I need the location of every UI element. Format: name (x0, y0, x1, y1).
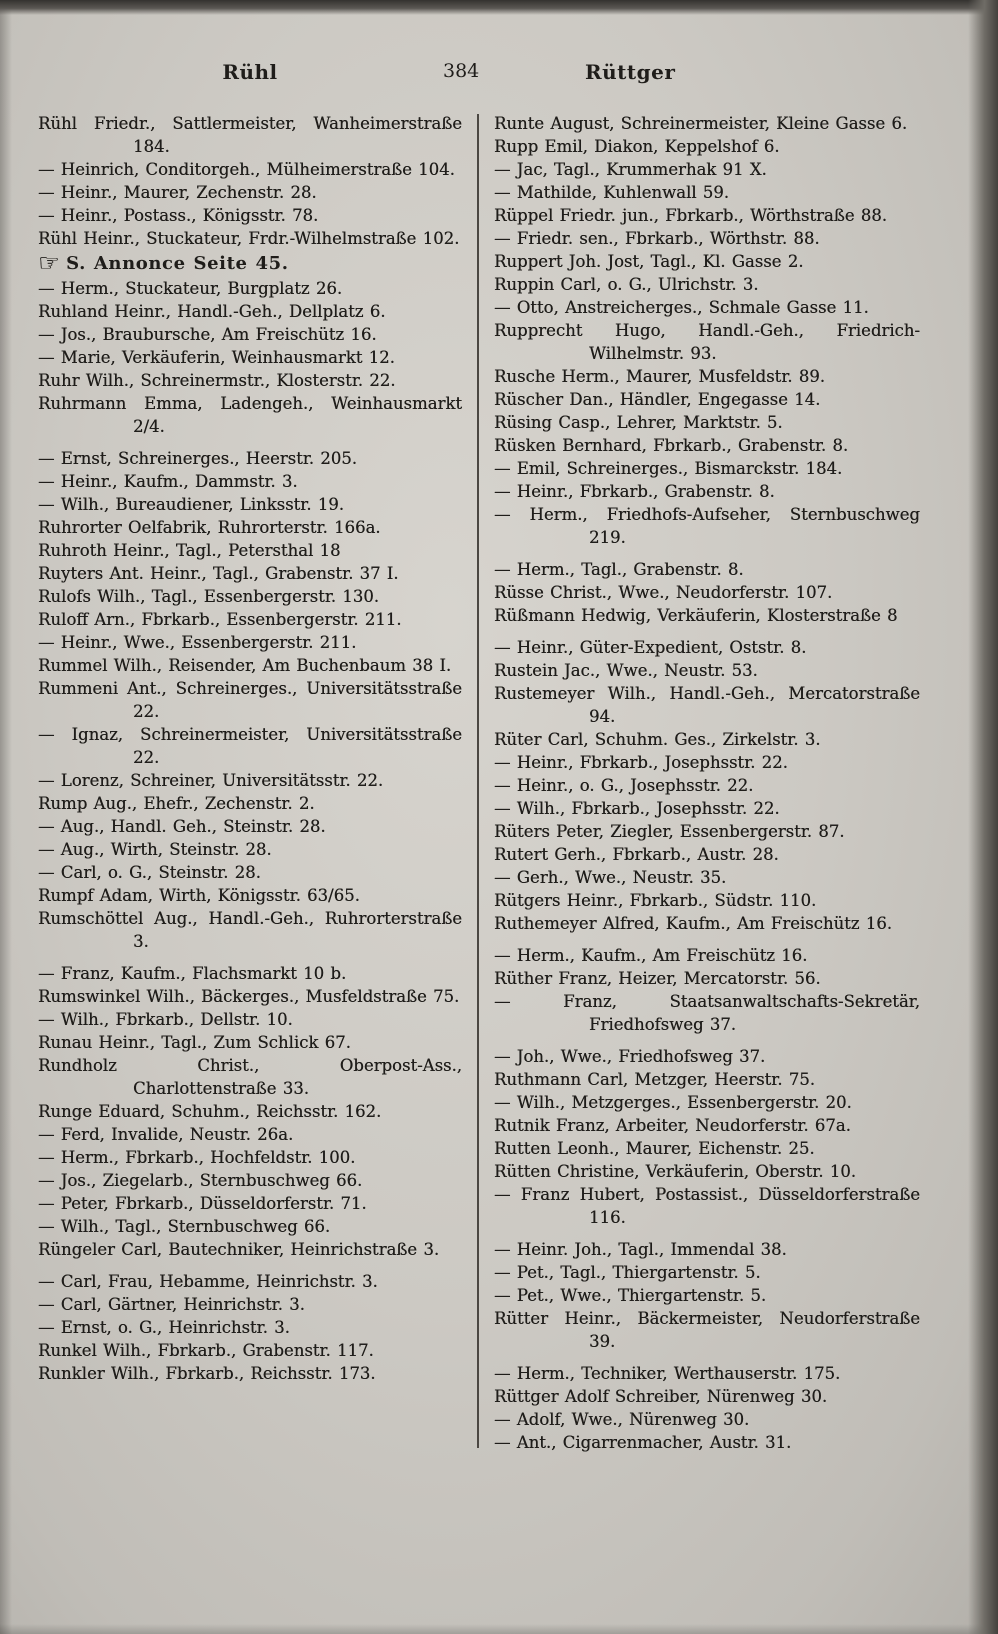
directory-entry: Rummeni Ant., Schreinerges., Universitätsstraße 22. (38, 679, 462, 721)
directory-entry: — Heinr., Kaufm., Dammstr. 3. (38, 472, 298, 491)
directory-entry: — Wilh., Fbrkarb., Josephsstr. 22. (494, 799, 780, 818)
directory-entry: — Ignaz, Schreinermeister, Universitätsstraße 22. (38, 725, 462, 767)
scan-edge-bottom (0, 1624, 998, 1634)
directory-entry: Rumswinkel Wilh., Bäckerges., Musfeldstraße 75. (38, 987, 460, 1006)
directory-entry: Rüppel Friedr. jun., Fbrkarb., Wörthstraße 88. (494, 206, 887, 225)
directory-entry: Rüsken Bernhard, Fbrkarb., Grabenstr. 8. (494, 436, 849, 455)
directory-entry: — Peter, Fbrkarb., Düsseldorferstr. 71. (38, 1194, 367, 1213)
directory-entry: — Herm., Techniker, Werthauserstr. 175. (494, 1364, 841, 1383)
directory-entry: — Jos., Ziegelarb., Sternbuschweg 66. (38, 1171, 363, 1190)
directory-entry: — Heinr., Wwe., Essenbergerstr. 211. (38, 633, 357, 652)
directory-entry: Runau Heinr., Tagl., Zum Schlick 67. (38, 1033, 351, 1052)
running-head-left: Rühl (222, 60, 278, 84)
directory-entry: Rütter Heinr., Bäckermeister, Neudorferstraße 39. (494, 1309, 920, 1351)
directory-entry: — Pet., Tagl., Thiergartenstr. 5. (494, 1263, 761, 1282)
directory-entry: Rüttger Adolf Schreiber, Nürenweg 30. (494, 1387, 828, 1406)
directory-entry: — Gerh., Wwe., Neustr. 35. (494, 868, 727, 887)
directory-entry: Rupprecht Hugo, Handl.-Geh., Friedrich-Wilhelmstr. 93. (494, 321, 920, 363)
directory-entry: — Herm., Tagl., Grabenstr. 8. (494, 560, 744, 579)
directory-entry: — Heinr., Fbrkarb., Grabenstr. 8. (494, 482, 775, 501)
directory-entry: — Friedr. sen., Fbrkarb., Wörthstr. 88. (494, 229, 820, 248)
directory-entry: Rütgers Heinr., Fbrkarb., Südstr. 110. (494, 891, 817, 910)
directory-entry: Rump Aug., Ehefr., Zechenstr. 2. (38, 794, 315, 813)
manicule-icon: ☞ (38, 249, 61, 277)
directory-entry: Rüscher Dan., Händler, Engegasse 14. (494, 390, 821, 409)
directory-column-right (494, 112, 920, 1454)
directory-entry: — Pet., Wwe., Thiergartenstr. 5. (494, 1286, 767, 1305)
directory-entry: Rutert Gerh., Fbrkarb., Austr. 28. (494, 845, 779, 864)
page-number: 384 (443, 60, 480, 82)
directory-entry: — Heinr., Güter-Expedient, Oststr. 8. (494, 638, 807, 657)
directory-entry: Rutten Leonh., Maurer, Eichenstr. 25. (494, 1139, 815, 1158)
directory-entry: — Jos., Braubursche, Am Freischütz 16. (38, 325, 377, 344)
directory-entry: — Franz Hubert, Postassist., Düsseldorferstraße 116. (494, 1185, 920, 1227)
directory-entry: Rüngeler Carl, Bautechniker, Heinrichstraße 3. (38, 1240, 440, 1259)
directory-entry: Ruthmann Carl, Metzger, Heerstr. 75. (494, 1070, 815, 1089)
annonce-reference: ☞ S. Annonce Seite 45. (38, 249, 289, 277)
directory-entry: — Heinr. Joh., Tagl., Immendal 38. (494, 1240, 787, 1259)
directory-entry: — Heinr., o. G., Josephsstr. 22. (494, 776, 754, 795)
directory-entry: Rulofs Wilh., Tagl., Essenbergerstr. 130. (38, 587, 380, 606)
directory-entry: — Mathilde, Kuhlenwall 59. (494, 183, 729, 202)
directory-entry: — Otto, Anstreicherges., Schmale Gasse 11. (494, 298, 869, 317)
directory-entry: Ruthemeyer Alfred, Kaufm., Am Freischütz 16. (494, 914, 892, 933)
directory-entry: Rütten Christine, Verkäuferin, Oberstr. 10. (494, 1162, 856, 1181)
directory-entry: Rüßmann Hedwig, Verkäuferin, Klosterstraße 8 (494, 606, 898, 625)
directory-entry: — Heinr., Postass., Königsstr. 78. (38, 206, 319, 225)
directory-entry: — Heinrich, Conditorgeh., Mülheimerstraße 104. (38, 160, 455, 179)
directory-entry: Rundholz Christ., Oberpost-Ass., Charlottenstraße 33. (38, 1056, 462, 1098)
directory-entry: Rummel Wilh., Reisender, Am Buchenbaum 38 I. (38, 656, 452, 675)
directory-entry: — Herm., Stuckateur, Burgplatz 26. (38, 279, 343, 298)
directory-entry: — Carl, Frau, Hebamme, Heinrichstr. 3. (38, 1272, 378, 1291)
directory-entry: Rutnik Franz, Arbeiter, Neudorferstr. 67a. (494, 1116, 851, 1135)
directory-entry: Rühl Friedr., Sattlermeister, Wanheimerstraße 184. (38, 114, 462, 156)
directory-entry: Rüsing Casp., Lehrer, Marktstr. 5. (494, 413, 783, 432)
directory-entry: Ruyters Ant. Heinr., Tagl., Grabenstr. 37 I. (38, 564, 399, 583)
directory-entry: — Aug., Wirth, Steinstr. 28. (38, 840, 272, 859)
directory-column-left (38, 112, 462, 1454)
page-header (0, 60, 998, 90)
scan-edge-left (0, 0, 12, 1634)
column-divider (477, 114, 479, 1448)
directory-entry: Rupp Emil, Diakon, Keppelshof 6. (494, 137, 780, 156)
directory-entry: — Wilh., Tagl., Sternbuschweg 66. (38, 1217, 331, 1236)
directory-entry: — Lorenz, Schreiner, Universitätsstr. 22. (38, 771, 384, 790)
directory-entry: — Franz, Staatsanwaltschafts-Sekretär, Friedhofsweg 37. (494, 992, 920, 1034)
directory-columns (38, 112, 920, 1454)
running-head-right: Rüttger (585, 60, 676, 84)
directory-entry: — Wilh., Metzgerges., Essenbergerstr. 20. (494, 1093, 852, 1112)
directory-entry: — Ant., Cigarrenmacher, Austr. 31. (494, 1433, 792, 1452)
directory-entry: Rüters Peter, Ziegler, Essenbergerstr. 87. (494, 822, 845, 841)
directory-entry: — Wilh., Bureaudiener, Linksstr. 19. (38, 495, 344, 514)
directory-entry: Ruloff Arn., Fbrkarb., Essenbergerstr. 211. (38, 610, 402, 629)
directory-entry: Ruhland Heinr., Handl.-Geh., Dellplatz 6. (38, 302, 386, 321)
directory-entry: — Herm., Friedhofs-Aufseher, Sternbuschweg 219. (494, 505, 920, 547)
directory-entry: Rüter Carl, Schuhm. Ges., Zirkelstr. 3. (494, 730, 821, 749)
directory-entry: Rumschöttel Aug., Handl.-Geh., Ruhrorterstraße 3. (38, 909, 462, 951)
directory-entry: Runkler Wilh., Fbrkarb., Reichsstr. 173. (38, 1364, 376, 1383)
directory-entry: — Carl, Gärtner, Heinrichstr. 3. (38, 1295, 305, 1314)
directory-entry: — Herm., Kaufm., Am Freischütz 16. (494, 946, 808, 965)
directory-entry: Ruhroth Heinr., Tagl., Petersthal 18 (38, 541, 341, 560)
directory-entry: — Franz, Kaufm., Flachsmarkt 10 b. (38, 964, 347, 983)
directory-entry: Rusche Herm., Maurer, Musfeldstr. 89. (494, 367, 825, 386)
directory-entry: Rüsse Christ., Wwe., Neudorferstr. 107. (494, 583, 833, 602)
directory-entry: — Wilh., Fbrkarb., Dellstr. 10. (38, 1010, 293, 1029)
directory-entry: — Marie, Verkäuferin, Weinhausmarkt 12. (38, 348, 395, 367)
directory-entry: — Ernst, o. G., Heinrichstr. 3. (38, 1318, 290, 1337)
directory-entry: — Carl, o. G., Steinstr. 28. (38, 863, 261, 882)
directory-entry: — Aug., Handl. Geh., Steinstr. 28. (38, 817, 326, 836)
directory-entry: Ruppert Joh. Jost, Tagl., Kl. Gasse 2. (494, 252, 804, 271)
directory-entry: Runkel Wilh., Fbrkarb., Grabenstr. 117. (38, 1341, 374, 1360)
directory-entry: Runte August, Schreinermeister, Kleine Gasse 6. (494, 114, 908, 133)
directory-entry: — Heinr., Fbrkarb., Josephsstr. 22. (494, 753, 788, 772)
directory-entry: — Ferd, Invalide, Neustr. 26a. (38, 1125, 294, 1144)
directory-entry: Ruhrorter Oelfabrik, Ruhrorterstr. 166a. (38, 518, 381, 537)
scan-edge-top (0, 0, 998, 15)
directory-entry: Rumpf Adam, Wirth, Königsstr. 63/65. (38, 886, 360, 905)
directory-entry: Rühl Heinr., Stuckateur, Frdr.-Wilhelmstraße 102. (38, 229, 460, 248)
directory-entry: Rustemeyer Wilh., Handl.-Geh., Mercatorstraße 94. (494, 684, 920, 726)
directory-entry: — Emil, Schreinerges., Bismarckstr. 184. (494, 459, 843, 478)
directory-entry: Ruhrmann Emma, Ladengeh., Weinhausmarkt 2/4. (38, 394, 462, 436)
directory-entry: — Jac, Tagl., Krummerhak 91 X. (494, 160, 767, 179)
directory-entry: — Heinr., Maurer, Zechenstr. 28. (38, 183, 317, 202)
directory-entry: — Ernst, Schreinerges., Heerstr. 205. (38, 449, 358, 468)
directory-entry: Runge Eduard, Schuhm., Reichsstr. 162. (38, 1102, 382, 1121)
directory-entry: Rustein Jac., Wwe., Neustr. 53. (494, 661, 758, 680)
directory-entry: — Herm., Fbrkarb., Hochfeldstr. 100. (38, 1148, 356, 1167)
directory-entry: Rüther Franz, Heizer, Mercatorstr. 56. (494, 969, 821, 988)
directory-entry: Ruppin Carl, o. G., Ulrichstr. 3. (494, 275, 759, 294)
directory-entry: — Adolf, Wwe., Nürenweg 30. (494, 1410, 750, 1429)
scan-edge-right (968, 0, 998, 1634)
directory-entry: Ruhr Wilh., Schreinermstr., Klosterstr. 22. (38, 371, 396, 390)
directory-entry: — Joh., Wwe., Friedhofsweg 37. (494, 1047, 766, 1066)
